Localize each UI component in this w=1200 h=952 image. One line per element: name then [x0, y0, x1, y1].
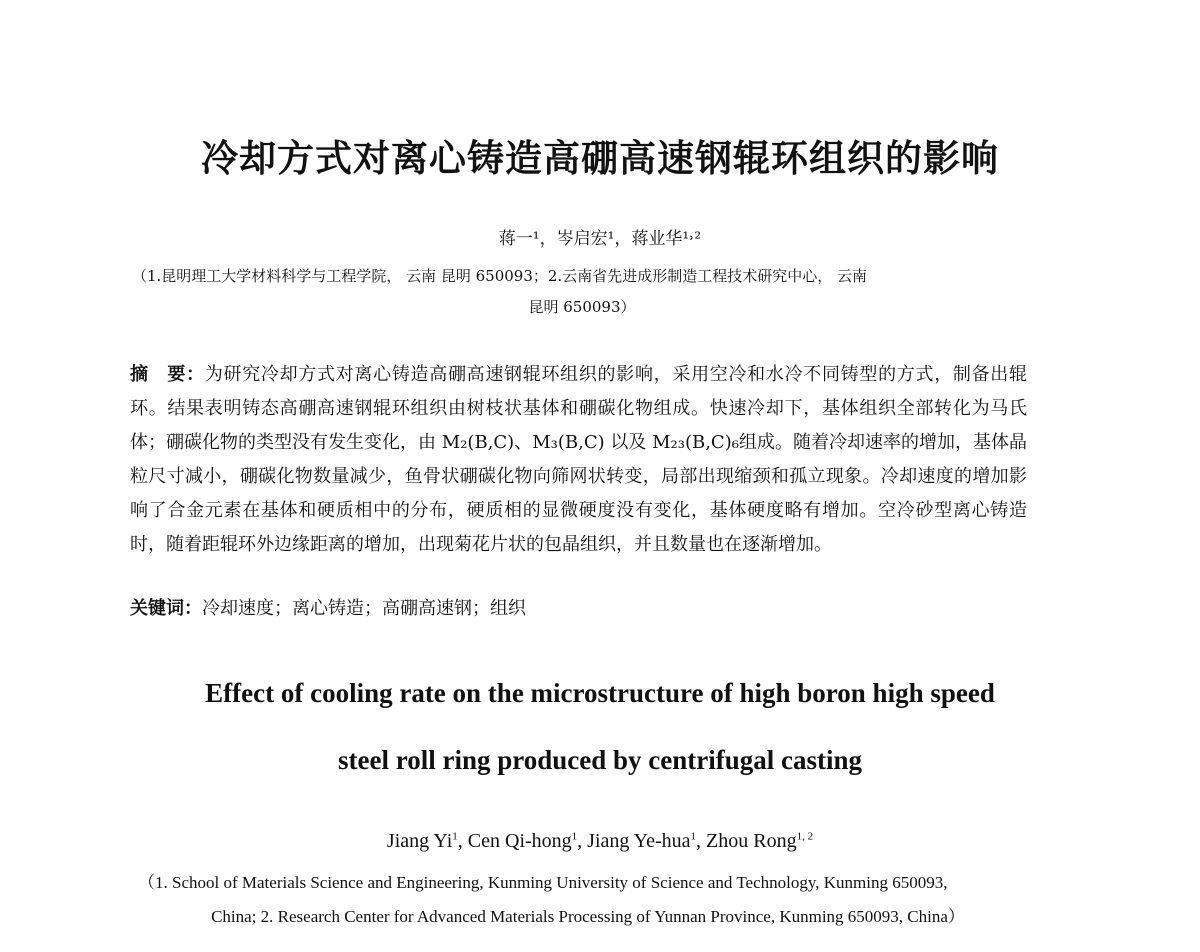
author-name: Jiang Ye-hua	[587, 830, 691, 852]
keywords-label: 关键词：	[130, 598, 202, 619]
author-separator: ,	[457, 830, 468, 852]
author-affiliation-mark: 1	[690, 830, 697, 843]
english-title-line1: Effect of cooling rate on the microstructure of high boron high speed	[205, 678, 995, 708]
author-name: Cen Qi-hong	[467, 830, 572, 852]
abstract-label: 摘 要：	[130, 364, 205, 385]
author-separator: ,	[696, 830, 707, 852]
english-affiliation-line1: （1. School of Materials Science and Engineering, Kunming University of Science and Technology, Kunming 650093,	[138, 873, 948, 892]
keywords-text: 冷却速度；离心铸造；高硼高速钢；组织	[202, 598, 526, 619]
chinese-affiliation-line2: 昆明 650093）	[528, 298, 636, 316]
author-affiliation-mark: 1, 2	[796, 830, 814, 843]
chinese-title: 冷却方式对离心铸造高硼高速钢辊环组织的影响	[201, 136, 999, 180]
chinese-authors: 蒋一¹，岑启宏¹，蒋业华¹˒²	[498, 229, 702, 249]
author-name: Jiang Yi	[386, 830, 453, 852]
english-affiliation-line2: China; 2. Research Center for Advanced Materials Processing of Yunnan Province, Kunming 650093, China）	[211, 907, 965, 926]
author-affiliation-mark: 1	[452, 830, 458, 843]
abstract-text: 为研究冷却方式对离心铸造高硼高速钢辊环组织的影响，采用空冷和水冷不同铸型的方式，制备出辊环。结果表明铸态高硼高速钢辊环组织由树枝状基体和硼碳化物组成。快速冷却下，基体组织全部转化为马氏体；硼碳化物的类型没有发生变化，由 M₂(B,C)、M₃(B,C) 以及 M₂₃(B,C)₆组成。随着冷却速率的增加，基体晶粒尺寸减小，硼碳化物数量减少，鱼骨状硼碳化物向筛网状转变，局部出现缩颈和孤立现象。冷却速度的增加影响了合金元素在基体和硬质相中的分布，硬质相的显微硬度没有变化，基体硬度略有增加。空冷砂型离心铸造时，随着距辊环外边缘距离的增加，出现菊花片状的包晶组织，并且数量也在逐渐增加。	[130, 364, 1027, 555]
chinese-affiliation	[132, 261, 1032, 323]
english-authors	[0, 830, 1200, 853]
chinese-abstract	[130, 358, 1027, 562]
author-affiliation-mark: 1	[571, 830, 578, 843]
author-separator: ,	[577, 830, 588, 852]
english-title-line2: steel roll ring produced by centrifugal casting	[338, 745, 862, 775]
author-name: Zhou Rong	[706, 830, 797, 852]
chinese-affiliation-line1: （1.昆明理工大学材料科学与工程学院， 云南 昆明 650093；2.云南省先进成形制造工程技术研究中心， 云南	[132, 267, 867, 285]
chinese-keywords	[130, 595, 1027, 623]
english-affiliation	[138, 866, 1038, 934]
